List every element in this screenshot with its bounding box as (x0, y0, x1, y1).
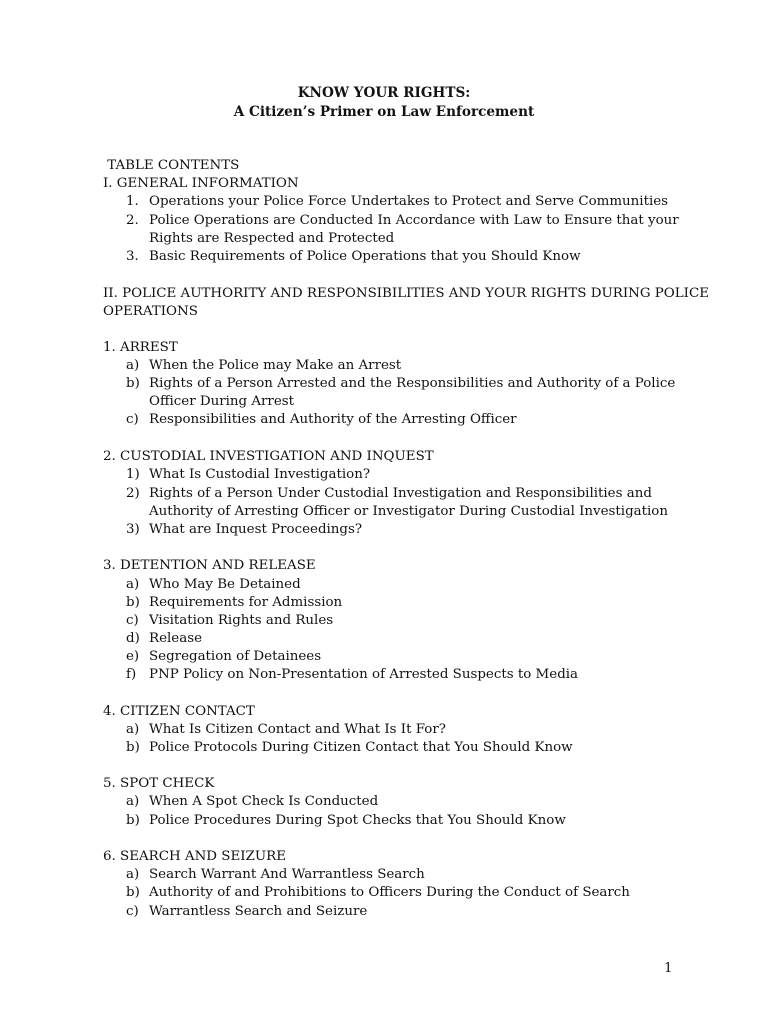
section-heading: 1. ARREST (103, 340, 178, 355)
section-heading: 2. CUSTODIAL INVESTIGATION AND INQUEST (103, 449, 434, 464)
list-item: Warrantless Search and Seizure (149, 904, 368, 919)
list-marker: e) (126, 649, 140, 664)
list-marker: b) (126, 595, 140, 610)
list-item-continuation: Authority of Arresting Officer or Investigator During Custodial Investigation (149, 504, 668, 519)
list-item: What are Inquest Proceedings? (149, 522, 363, 537)
part2-heading-continuation: OPERATIONS (103, 304, 198, 319)
list-marker: f) (126, 667, 137, 682)
list-marker: a) (126, 867, 140, 882)
toc-heading: TABLE CONTENTS (103, 158, 240, 173)
list-marker: 1) (126, 467, 140, 482)
list-marker: 1. (126, 194, 139, 209)
list-item: Visitation Rights and Rules (149, 613, 334, 628)
list-item: What Is Citizen Contact and What Is It For? (149, 722, 446, 737)
list-marker: a) (126, 794, 140, 809)
list-marker: b) (126, 740, 140, 755)
list-item: Police Procedures During Spot Checks that You Should Know (149, 813, 566, 828)
list-marker: c) (126, 613, 139, 628)
list-marker: b) (126, 376, 140, 391)
page-number: 1 (664, 961, 673, 976)
list-item: Rights of a Person Under Custodial Investigation and Responsibilities and (149, 486, 652, 501)
list-item: When the Police may Make an Arrest (149, 358, 402, 373)
section-heading: 4. CITIZEN CONTACT (103, 704, 255, 719)
list-marker: b) (126, 885, 140, 900)
list-item-continuation: Rights are Respected and Protected (149, 231, 395, 246)
list-marker: a) (126, 722, 140, 737)
list-marker: 3) (126, 522, 140, 537)
list-item: Responsibilities and Authority of the Arresting Officer (149, 412, 517, 427)
list-item: Release (149, 631, 202, 646)
list-item: PNP Policy on Non-Presentation of Arrested Suspects to Media (149, 667, 579, 682)
document-subtitle: A Citizen’s Primer on Law Enforcement (233, 104, 535, 120)
list-item: Who May Be Detained (149, 577, 301, 592)
list-marker: b) (126, 813, 140, 828)
list-item: Search Warrant And Warrantless Search (149, 867, 425, 882)
list-item: What Is Custodial Investigation? (149, 467, 371, 482)
list-item: When A Spot Check Is Conducted (149, 794, 379, 809)
part1-heading: I. GENERAL INFORMATION (103, 176, 299, 191)
list-item: Segregation of Detainees (149, 649, 322, 664)
list-item: Requirements for Admission (149, 595, 343, 610)
list-item: Police Protocols During Citizen Contact that You Should Know (149, 740, 573, 755)
list-item: Rights of a Person Arrested and the Responsibilities and Authority of a Police (149, 376, 676, 391)
part2-heading: II. POLICE AUTHORITY AND RESPONSIBILITIES AND YOUR RIGHTS DURING POLICE (103, 286, 709, 301)
list-marker: a) (126, 358, 140, 373)
document-title: KNOW YOUR RIGHTS: (297, 85, 471, 101)
list-item: Basic Requirements of Police Operations that you Should Know (149, 249, 581, 264)
list-item: Authority of and Prohibitions to Officers During the Conduct of Search (149, 885, 630, 900)
list-marker: d) (126, 631, 140, 646)
list-item-continuation: Officer During Arrest (149, 394, 295, 409)
list-marker: 3. (126, 249, 139, 264)
list-marker: 2. (126, 213, 139, 228)
section-heading: 5. SPOT CHECK (103, 776, 215, 791)
list-marker: a) (126, 577, 140, 592)
section-heading: 3. DETENTION AND RELEASE (103, 558, 316, 573)
list-marker: c) (126, 412, 139, 427)
list-item: Police Operations are Conducted In Accordance with Law to Ensure that your (149, 213, 679, 228)
list-marker: c) (126, 904, 139, 919)
section-heading: 6. SEARCH AND SEIZURE (103, 849, 286, 864)
list-marker: 2) (126, 486, 140, 501)
list-item: Operations your Police Force Undertakes to Protect and Serve Communities (149, 194, 669, 209)
